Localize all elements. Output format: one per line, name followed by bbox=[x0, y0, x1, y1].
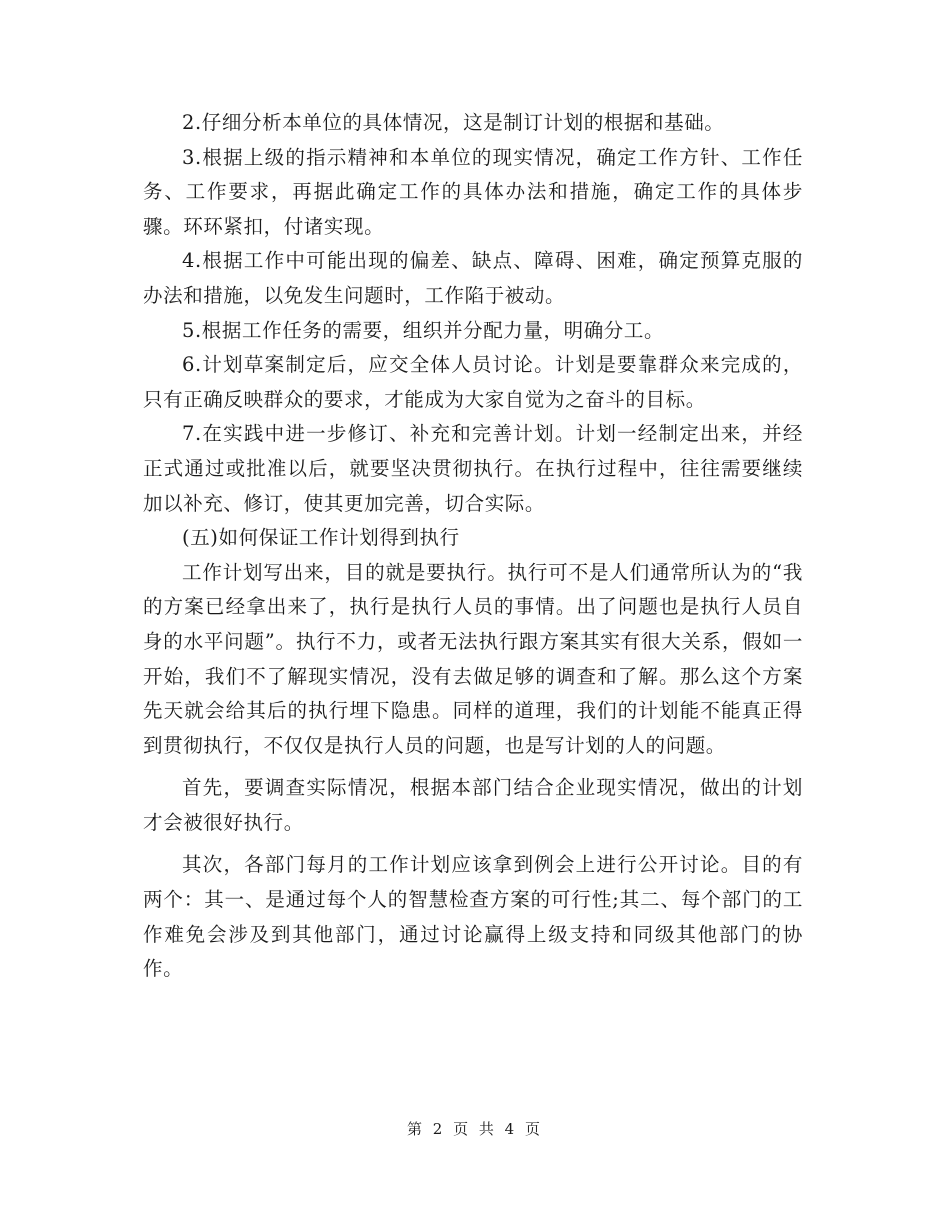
page-number-footer: 第 2 页 共 4 页 bbox=[407, 1120, 543, 1138]
paragraph-item-6: 6.计划草案制定后，应交全体人员讨论。计划是要靠群众来完成的，只有正确反映群众的要求，才能成为大家自觉为之奋斗的目标。 bbox=[143, 353, 803, 411]
section-heading: (五)如何保证工作计划得到执行 bbox=[182, 526, 460, 550]
paragraph-execution: 工作计划写出来，目的就是要执行。执行可不是人们通常所认为的“我的方案已经拿出来了，执行是执行人员的事情。出了问题也是执行人员自身的水平问题”。执行不力，或者无法执行跟方案其实有很大关系，假如一开始，我们不了解现实情况，没有去做足够的调查和了解。那么这个方案先天就会给其后的执行埋下隐患。同样的道理，我们的计划能不能真正得到贯彻执行，不仅仅是执行人员的问题，也是写计划的人的问题。 bbox=[143, 560, 803, 757]
paragraph-first: 首先，要调查实际情况，根据本部门结合企业现实情况，做出的计划才会被很好执行。 bbox=[143, 776, 803, 834]
paragraph-item-3: 3.根据上级的指示精神和本单位的现实情况，确定工作方针、工作任务、工作要求，再据此确定工作的具体办法和措施，确定工作的具体步骤。环环紧扣，付诸实现。 bbox=[143, 145, 803, 238]
paragraph-item-4: 4.根据工作中可能出现的偏差、缺点、障碍、困难，确定预算克服的办法和措施，以免发生问题时，工作陷于被动。 bbox=[143, 249, 803, 307]
paragraph-item-7: 7.在实践中进一步修订、补充和完善计划。计划一经制定出来，并经正式通过或批准以后，就要坚决贯彻执行。在执行过程中，往往需要继续加以补充、修订，使其更加完善，切合实际。 bbox=[143, 422, 803, 515]
paragraph-second: 其次，各部门每月的工作计划应该拿到例会上进行公开讨论。目的有两个：其一、是通过每个人的智慧检查方案的可行性;其二、每个部门的工作难免会涉及到其他部门，通过讨论赢得上级支持和同级其他部门的协作。 bbox=[143, 853, 803, 981]
paragraph-item-2: 2.仔细分析本单位的具体情况，这是制订计划的根据和基础。 bbox=[182, 111, 725, 134]
document-body bbox=[143, 106, 803, 990]
paragraph-item-5: 5.根据工作任务的需要，组织并分配力量，明确分工。 bbox=[182, 318, 665, 342]
